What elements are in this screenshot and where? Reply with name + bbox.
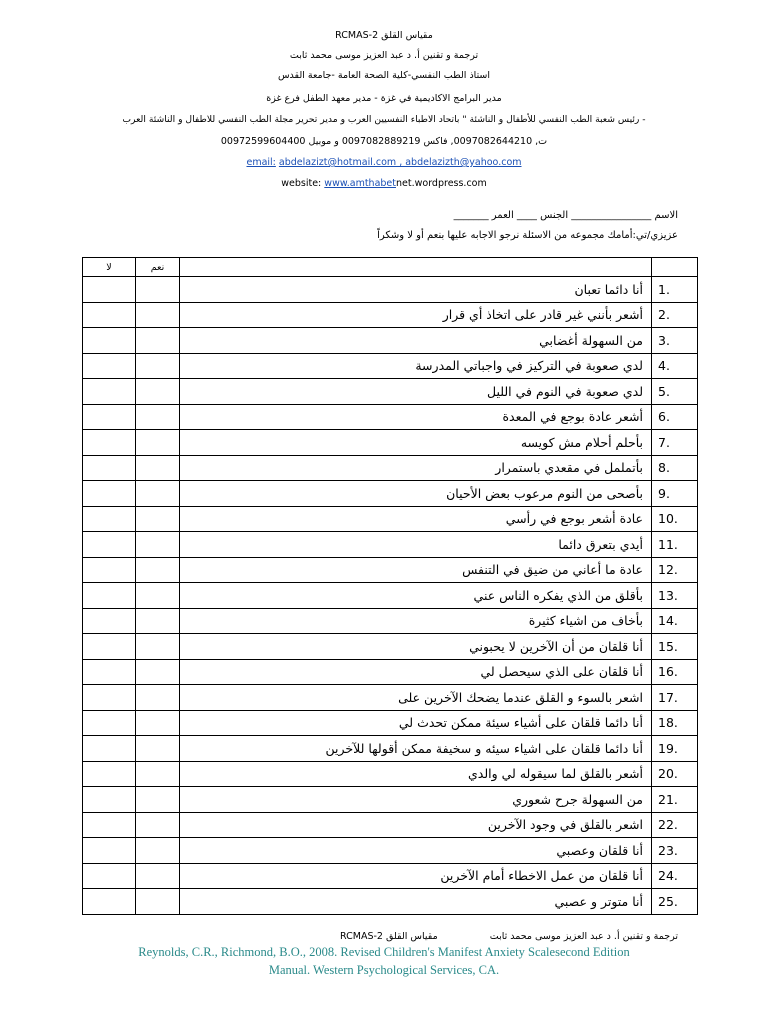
answer-yes-cell[interactable] <box>136 761 180 787</box>
answer-no-cell[interactable] <box>83 481 136 507</box>
question-text: عادة أشعر بوجع في رأسي <box>180 506 652 532</box>
answer-no-cell[interactable] <box>83 787 136 813</box>
affiliation-line: - رئيس شعبة الطب النفسي للأطفال و الناشئة " باتحاد الاطباء النفسيين العرب و مدير تحرير مجلة الطب النفسي للاطفال و الناشئة العرب <box>122 114 646 125</box>
question-number: 8. <box>652 455 698 481</box>
answer-no-cell[interactable] <box>83 812 136 838</box>
personal-info-fields: الاسم ________________ الجنس ____ العمر _______ <box>453 210 678 221</box>
answer-yes-cell[interactable] <box>136 379 180 405</box>
question-text: بأحلم أحلام مش كويسه <box>180 430 652 456</box>
answer-yes-cell[interactable] <box>136 659 180 685</box>
table-row <box>83 455 698 481</box>
citation-line-2: Manual. Western Psychological Services, CA. <box>268 963 500 977</box>
answer-no-cell[interactable] <box>83 302 136 328</box>
email-label[interactable]: email: <box>246 157 276 168</box>
position-line: استاذ الطب النفسي-كلية الصحة العامة -جامعة القدس <box>277 70 491 81</box>
answer-yes-cell[interactable] <box>136 634 180 660</box>
answer-yes-cell[interactable] <box>136 481 180 507</box>
table-row <box>83 736 698 762</box>
answer-yes-cell[interactable] <box>136 277 180 303</box>
question-number: 6. <box>652 404 698 430</box>
table-row <box>83 787 698 813</box>
question-text: أنا دائما قلقان على اشياء سيئه و سخيفة ممكن أقولها للآخرين <box>180 736 652 762</box>
answer-yes-cell[interactable] <box>136 812 180 838</box>
answer-yes-cell[interactable] <box>136 532 180 558</box>
question-number: 13. <box>652 583 698 609</box>
answer-yes-cell[interactable] <box>136 863 180 889</box>
table-row <box>83 685 698 711</box>
question-number: 11. <box>652 532 698 558</box>
question-number: 18. <box>652 710 698 736</box>
question-text: اشعر بالسوء و القلق عندما يضحك الآخرين على <box>180 685 652 711</box>
question-text: لدي صعوبة في النوم في الليل <box>180 379 652 405</box>
answer-no-cell[interactable] <box>83 430 136 456</box>
website-link[interactable]: www.amthabet <box>324 178 396 189</box>
answer-no-cell[interactable] <box>83 353 136 379</box>
answer-yes-cell[interactable] <box>136 404 180 430</box>
table-row <box>83 532 698 558</box>
answer-yes-cell[interactable] <box>136 328 180 354</box>
column-header-question <box>180 258 652 277</box>
answer-yes-cell[interactable] <box>136 302 180 328</box>
answer-no-cell[interactable] <box>83 659 136 685</box>
table-row <box>83 838 698 864</box>
question-text: أنا قلقان على الذي سيحصل لي <box>180 659 652 685</box>
instruction-text: عزيزي/تي:أمامك مجموعه من الاسئلة نرجو الاجابه عليها بنعم أو لا وشكراً <box>377 230 678 241</box>
answer-yes-cell[interactable] <box>136 838 180 864</box>
answer-no-cell[interactable] <box>83 634 136 660</box>
answer-no-cell[interactable] <box>83 710 136 736</box>
question-number: 10. <box>652 506 698 532</box>
answer-no-cell[interactable] <box>83 761 136 787</box>
answer-no-cell[interactable] <box>83 889 136 915</box>
question-text: أنا دائما قلقان على أشياء سيئة ممكن تحدث لي <box>180 710 652 736</box>
answer-yes-cell[interactable] <box>136 506 180 532</box>
question-number: 21. <box>652 787 698 813</box>
question-text: بأصحى من النوم مرعوب بعض الأحيان <box>180 481 652 507</box>
question-number: 15. <box>652 634 698 660</box>
question-text: أشعر عادة بوجع في المعدة <box>180 404 652 430</box>
question-number: 4. <box>652 353 698 379</box>
question-text: أنا قلقان من عمل الاخطاء أمام الآخرين <box>180 863 652 889</box>
column-header-yes: نعم <box>136 258 180 277</box>
email-line <box>0 157 768 169</box>
footer-scale-title: مقياس القلق RCMAS-2 <box>340 931 438 942</box>
table-row <box>83 379 698 405</box>
question-number: 23. <box>652 838 698 864</box>
table-row <box>83 328 698 354</box>
question-text: أشعر بأنني غير قادر على اتخاذ أي قرار <box>180 302 652 328</box>
table-row <box>83 761 698 787</box>
footer-translator: ترجمة و تقنين أ. د عبد العزيز موسى محمد ثابت <box>489 931 678 942</box>
question-number: 14. <box>652 608 698 634</box>
website-suffix: net.wordpress.com <box>396 178 487 189</box>
answer-no-cell[interactable] <box>83 557 136 583</box>
answer-no-cell[interactable] <box>83 404 136 430</box>
scale-title: مقياس القلق RCMAS-2 <box>335 30 433 41</box>
question-number: 5. <box>652 379 698 405</box>
answer-no-cell[interactable] <box>83 685 136 711</box>
question-number: 1. <box>652 277 698 303</box>
question-number: 16. <box>652 659 698 685</box>
question-number: 7. <box>652 430 698 456</box>
table-row <box>83 812 698 838</box>
table-row <box>83 353 698 379</box>
citation-line-1: Reynolds, C.R., Richmond, B.O., 2008. Revised Children's Manifest Anxiety Scalesecond Edition <box>138 945 630 959</box>
answer-yes-cell[interactable] <box>136 889 180 915</box>
answer-yes-cell[interactable] <box>136 455 180 481</box>
answer-yes-cell[interactable] <box>136 430 180 456</box>
table-row <box>83 634 698 660</box>
answer-yes-cell[interactable] <box>136 787 180 813</box>
answer-no-cell[interactable] <box>83 328 136 354</box>
question-text: عادة ما أعاني من ضيق في التنفس <box>180 557 652 583</box>
answer-yes-cell[interactable] <box>136 710 180 736</box>
answer-no-cell[interactable] <box>83 532 136 558</box>
question-number: 12. <box>652 557 698 583</box>
table-row <box>83 659 698 685</box>
table-row <box>83 608 698 634</box>
question-number: 19. <box>652 736 698 762</box>
question-number: 2. <box>652 302 698 328</box>
question-text: بأخاف من اشياء كثيرة <box>180 608 652 634</box>
question-text: لدي صعوبة في التركيز في واجباتي المدرسة <box>180 353 652 379</box>
question-number: 25. <box>652 889 698 915</box>
table-row <box>83 863 698 889</box>
website-label: website: <box>281 178 322 189</box>
answer-no-cell[interactable] <box>83 736 136 762</box>
translator-line: ترجمة و تقنين أ. د عبد العزيز موسى محمد ثابت <box>289 50 479 61</box>
answer-yes-cell[interactable] <box>136 685 180 711</box>
question-number: 20. <box>652 761 698 787</box>
question-number: 9. <box>652 481 698 507</box>
table-row <box>83 710 698 736</box>
answer-no-cell[interactable] <box>83 608 136 634</box>
table-row <box>83 583 698 609</box>
email-link[interactable]: abdelazizt@hotmail.com , abdelazizth@yahoo.com <box>278 157 522 168</box>
question-number: 17. <box>652 685 698 711</box>
answer-yes-cell[interactable] <box>136 353 180 379</box>
table-row <box>83 302 698 328</box>
question-text: أنا متوتر و عصبي <box>180 889 652 915</box>
question-text: أنا قلقان من أن الآخرين لا يحبوني <box>180 634 652 660</box>
column-header-no: لا <box>83 258 136 277</box>
question-text: أشعر بالقلق لما سيقوله لي والدي <box>180 761 652 787</box>
table-row <box>83 277 698 303</box>
question-text: اشعر بالقلق في وجود الآخرين <box>180 812 652 838</box>
answer-no-cell[interactable] <box>83 838 136 864</box>
answer-no-cell[interactable] <box>83 455 136 481</box>
column-header-number <box>652 258 698 277</box>
question-text: من السهولة أغضابي <box>180 328 652 354</box>
answer-yes-cell[interactable] <box>136 608 180 634</box>
answer-no-cell[interactable] <box>83 863 136 889</box>
phone-line: ت, 0097082644210, فاكس 0097082889219 و موبيل 00972599604400 <box>220 136 548 147</box>
answer-no-cell[interactable] <box>83 379 136 405</box>
question-number: 22. <box>652 812 698 838</box>
table-row <box>83 889 698 915</box>
table-row <box>83 481 698 507</box>
question-number: 3. <box>652 328 698 354</box>
question-text: بأتململ في مقعدي باستمرار <box>180 455 652 481</box>
answer-yes-cell[interactable] <box>136 736 180 762</box>
questionnaire-table <box>82 257 698 915</box>
director-line: مدير البرامج الاكاديمية في غزة - مدير معهد الطفل فرع غزة <box>266 93 502 104</box>
question-text: بأقلق من الذي يفكره الناس عني <box>180 583 652 609</box>
question-text: أنا قلقان وعصبي <box>180 838 652 864</box>
table-header-row <box>83 258 698 277</box>
answer-no-cell[interactable] <box>83 506 136 532</box>
table-row <box>83 557 698 583</box>
table-row <box>83 506 698 532</box>
question-number: 24. <box>652 863 698 889</box>
answer-yes-cell[interactable] <box>136 557 180 583</box>
question-text: أيدي بتعرق دائما <box>180 532 652 558</box>
table-row <box>83 404 698 430</box>
answer-no-cell[interactable] <box>83 277 136 303</box>
table-row <box>83 430 698 456</box>
question-text: من السهولة جرح شعوري <box>180 787 652 813</box>
website-line <box>0 178 768 190</box>
answer-yes-cell[interactable] <box>136 583 180 609</box>
answer-no-cell[interactable] <box>83 583 136 609</box>
question-text: أنا دائما تعبان <box>180 277 652 303</box>
